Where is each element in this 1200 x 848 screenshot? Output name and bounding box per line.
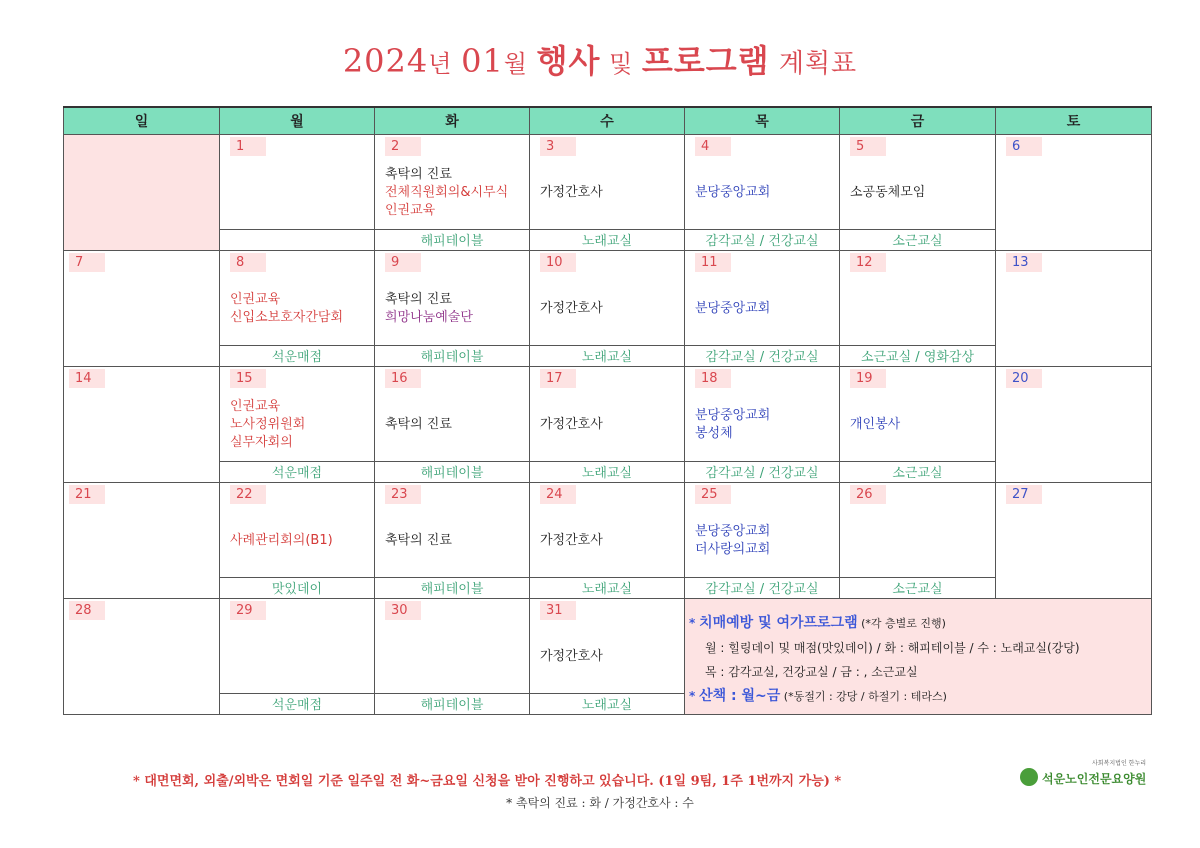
day-cell (375, 251, 530, 346)
day-number: 24 (540, 485, 576, 504)
day-number: 6 (1006, 137, 1042, 156)
day-cell (64, 135, 220, 251)
day-number: 9 (385, 253, 421, 272)
day-program: 노래교실 (530, 462, 685, 483)
day-program: 감각교실 / 건강교실 (685, 578, 840, 599)
week-footer-row (64, 230, 1152, 251)
calendar-table (63, 106, 1152, 715)
event-item: 분당중앙교회 (695, 301, 771, 316)
event-item: 인권교육 (230, 399, 281, 414)
day-events (385, 273, 525, 345)
day-cell (685, 483, 840, 578)
title-event: 행사 (536, 42, 601, 80)
day-number: 18 (695, 369, 731, 388)
day-number: 3 (540, 137, 576, 156)
day-program: 석운매점 (220, 462, 375, 483)
day-events (540, 157, 680, 229)
event-item: 희망나눔예술단 (385, 310, 473, 325)
day-program: 해피테이블 (375, 346, 530, 367)
day-number: 30 (385, 601, 421, 620)
day-program: 석운매점 (220, 694, 375, 715)
day-cell (530, 251, 685, 346)
day-events (540, 389, 680, 461)
day-program: 소근교실 (840, 578, 996, 599)
event-item: 사례관리회의(B1) (230, 533, 333, 548)
day-cell (64, 483, 220, 599)
day-program: 맛있데이 (220, 578, 375, 599)
day-number: 29 (230, 601, 266, 620)
title-and: 및 (600, 50, 642, 78)
program-note (685, 599, 1152, 715)
day-cell (220, 599, 375, 694)
day-number: 12 (850, 253, 886, 272)
event-item: 실무자회의 (230, 435, 293, 450)
event-item: 인권교육 (230, 292, 281, 307)
day-number: 10 (540, 253, 576, 272)
week-footer-row (64, 462, 1152, 483)
day-program: 해피테이블 (375, 230, 530, 251)
day-events (850, 157, 991, 229)
day-program: 석운매점 (220, 346, 375, 367)
week-footer-row (64, 578, 1152, 599)
week-footer-row (64, 346, 1152, 367)
day-program (220, 230, 375, 251)
event-item: 전체직원회의&시무식 (385, 185, 509, 200)
day-program: 소근교실 (840, 230, 996, 251)
day-number: 5 (850, 137, 886, 156)
title-plan: 계획표 (769, 49, 858, 79)
day-number: 27 (1006, 485, 1042, 504)
day-cell (530, 367, 685, 462)
event-item: 더사랑의교회 (695, 542, 771, 557)
event-item: 분당중앙교회 (695, 185, 771, 200)
day-events (230, 505, 370, 577)
day-cell (530, 135, 685, 230)
day-cell (685, 251, 840, 346)
weekday-sun: 일 (64, 107, 220, 135)
day-number: 25 (695, 485, 731, 504)
event-item: 가정간호사 (540, 533, 603, 548)
weekday-mon: 월 (220, 107, 375, 135)
note-heading-walk-sub: (*동절기 : 강당 / 하절기 : 테라스) (780, 690, 947, 703)
week-row (64, 483, 1152, 578)
day-events (230, 273, 370, 345)
title-nyeon: 년 (428, 50, 462, 78)
week-row (64, 251, 1152, 346)
event-item: 분당중앙교회 (695, 408, 771, 423)
day-cell (375, 135, 530, 230)
title-wol: 월 (503, 50, 537, 78)
day-number: 19 (850, 369, 886, 388)
event-item: 가정간호사 (540, 649, 603, 664)
day-events (695, 389, 835, 461)
note-heading-program: 치매예방 및 여가프로그램 (699, 615, 858, 631)
event-item: 촉탁의 진료 (385, 417, 452, 432)
note-star: * (689, 616, 696, 630)
day-number: 14 (69, 369, 105, 388)
day-events (385, 157, 525, 229)
weekday-thu: 목 (685, 107, 840, 135)
day-cell (375, 483, 530, 578)
day-cell (375, 599, 530, 694)
day-cell (996, 483, 1152, 599)
day-cell (996, 251, 1152, 367)
day-number: 1 (230, 137, 266, 156)
day-cell (64, 251, 220, 367)
week-row (64, 599, 1152, 694)
day-number: 16 (385, 369, 421, 388)
day-events (850, 389, 991, 461)
day-number: 4 (695, 137, 731, 156)
note-line-2: 목 : 감각교실, 건강교실 / 금 : , 소근교실 (705, 665, 918, 679)
day-number: 2 (385, 137, 421, 156)
event-item: 봉성체 (695, 426, 733, 441)
day-cell (530, 599, 685, 694)
day-events (695, 157, 835, 229)
event-item: 촉탁의 진료 (385, 167, 452, 182)
day-program: 해피테이블 (375, 694, 530, 715)
day-cell (685, 135, 840, 230)
notice-text: * 대면면회, 외출/외박은 면회일 기준 일주일 전 화~금요일 신청을 받아 진행하고 있습니다. (1일 9팀, 1주 1번까지 가능) * (133, 774, 842, 789)
day-cell (530, 483, 685, 578)
day-program: 해피테이블 (375, 462, 530, 483)
day-cell (220, 483, 375, 578)
day-cell (996, 367, 1152, 483)
day-cell (220, 251, 375, 346)
day-cell (840, 483, 996, 578)
day-number: 23 (385, 485, 421, 504)
day-events (540, 505, 680, 577)
day-number: 11 (695, 253, 731, 272)
week-row (64, 367, 1152, 462)
day-program: 감각교실 / 건강교실 (685, 462, 840, 483)
weekday-fri: 금 (840, 107, 996, 135)
day-events (540, 273, 680, 345)
day-program: 감각교실 / 건강교실 (685, 346, 840, 367)
day-program: 소근교실 (840, 462, 996, 483)
day-number: 13 (1006, 253, 1042, 272)
day-events (230, 389, 370, 461)
day-number: 28 (69, 601, 105, 620)
day-cell (64, 599, 220, 715)
day-events (695, 505, 835, 577)
weekday-sat: 토 (996, 107, 1152, 135)
weekday-header-row (64, 107, 1152, 135)
event-item: 개인봉사 (850, 417, 901, 432)
title-program: 프로그램 (641, 42, 770, 80)
event-item: 촉탁의 진료 (385, 292, 452, 307)
sub-note: * 촉탁의 진료 : 화 / 가정간호사 : 수 (506, 796, 694, 810)
event-item: 가정간호사 (540, 301, 603, 316)
day-cell (840, 135, 996, 230)
note-star-2: * (689, 689, 696, 703)
day-number: 15 (230, 369, 266, 388)
logo-name: 석운노인전문요양원 (1042, 772, 1147, 786)
day-cell (375, 367, 530, 462)
logo (1020, 758, 1170, 794)
day-cell (685, 367, 840, 462)
day-cell (220, 367, 375, 462)
event-item: 촉탁의 진료 (385, 533, 452, 548)
day-program: 노래교실 (530, 346, 685, 367)
day-program: 노래교실 (530, 578, 685, 599)
note-line-1: 월 : 힐링데이 및 매점(맛있데이) / 화 : 해피테이블 / 수 : 노래교실(강당) (705, 641, 1080, 655)
day-events (385, 389, 525, 461)
day-program: 노래교실 (530, 230, 685, 251)
event-item: 신입소보호자간담회 (230, 310, 344, 325)
day-cell (840, 367, 996, 462)
day-number: 17 (540, 369, 576, 388)
event-item: 가정간호사 (540, 417, 603, 432)
logo-mark-icon (1020, 768, 1038, 786)
day-cell (840, 251, 996, 346)
note-heading-program-sub: (*각 층별로 진행) (857, 617, 946, 630)
event-item: 분당중앙교회 (695, 524, 771, 539)
day-number: 20 (1006, 369, 1042, 388)
day-cell (220, 135, 375, 230)
day-number: 26 (850, 485, 886, 504)
event-item: 소공동체모임 (850, 185, 926, 200)
day-program: 노래교실 (530, 694, 685, 715)
event-item: 가정간호사 (540, 185, 603, 200)
weekday-tue: 화 (375, 107, 530, 135)
weekday-wed: 수 (530, 107, 685, 135)
page-title (0, 36, 1200, 82)
event-item: 노사정위원회 (230, 417, 306, 432)
day-number: 7 (69, 253, 105, 272)
note-heading-walk: 산책 : 월~금 (699, 688, 781, 704)
day-cell (996, 135, 1152, 251)
day-cell (64, 367, 220, 483)
day-number: 31 (540, 601, 576, 620)
calendar-body (64, 135, 1152, 715)
day-number: 21 (69, 485, 105, 504)
title-year: 2024 (342, 42, 429, 80)
day-events (540, 621, 680, 693)
logo-small-text: 사회복지법인 한누리 (1092, 760, 1147, 767)
day-program: 소근교실 / 영화감상 (840, 346, 996, 367)
event-item: 인권교육 (385, 203, 436, 218)
day-events (695, 273, 835, 345)
day-program: 해피테이블 (375, 578, 530, 599)
title-month: 01 (461, 42, 504, 80)
day-number: 22 (230, 485, 266, 504)
day-events (385, 505, 525, 577)
week-row (64, 135, 1152, 230)
day-number: 8 (230, 253, 266, 272)
day-program: 감각교실 / 건강교실 (685, 230, 840, 251)
